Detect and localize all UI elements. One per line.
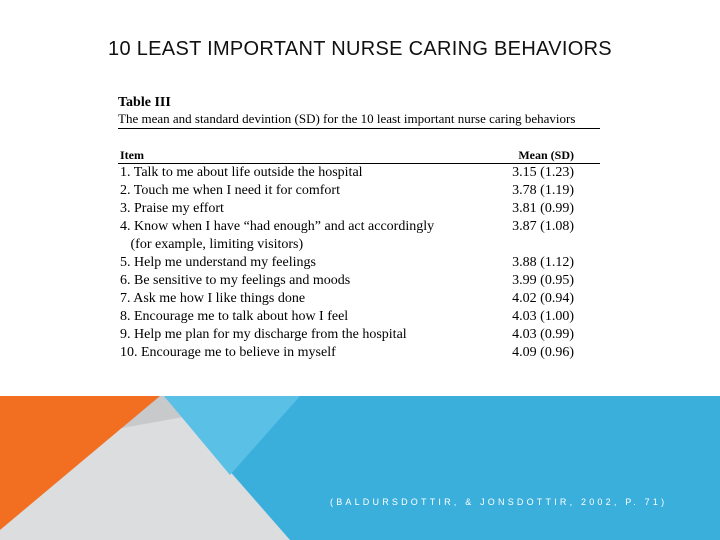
- table-row: [118, 344, 600, 362]
- table-row: [118, 326, 600, 344]
- table-row: [118, 272, 600, 290]
- row-mean: 3.99 (0.95): [512, 273, 574, 288]
- header-mean-sd: Mean (SD): [518, 148, 574, 162]
- row-item: 1. Talk to me about life outside the hospital: [120, 165, 363, 180]
- row-item: 5. Help me understand my feelings: [120, 255, 316, 270]
- row-item: 8. Encourage me to talk about how I feel: [120, 309, 349, 324]
- row-item: 2. Touch me when I need it for comfort: [120, 183, 340, 198]
- table-row: [118, 254, 600, 272]
- row-mean: 3.87 (1.08): [512, 219, 574, 234]
- row-mean: 3.81 (0.99): [512, 201, 574, 216]
- table-row: [118, 182, 600, 200]
- row-mean: 4.09 (0.96): [512, 345, 574, 360]
- row-mean: 3.15 (1.23): [512, 165, 574, 180]
- table-row: [118, 164, 600, 182]
- table-row: [118, 218, 600, 254]
- table-rows: [118, 164, 600, 362]
- table-image: [118, 95, 600, 362]
- table-row: [118, 308, 600, 326]
- row-item: 3. Praise my effort: [120, 201, 224, 216]
- row-mean: 4.03 (0.99): [512, 327, 574, 342]
- slide-title: 10 LEAST IMPORTANT NURSE CARING BEHAVIORS: [108, 38, 612, 60]
- row-mean: 3.78 (1.19): [512, 183, 574, 198]
- row-item: 9. Help me plan for my discharge from the hospital: [120, 327, 407, 342]
- row-mean: 4.02 (0.94): [512, 291, 574, 306]
- table-caption: The mean and standard devintion (SD) for the 10 least important nurse caring behaviors: [118, 111, 600, 129]
- table-row: [118, 290, 600, 308]
- row-item: 7. Ask me how I like things done: [120, 291, 306, 306]
- row-mean: 4.03 (1.00): [512, 309, 574, 324]
- table-row: [118, 200, 600, 218]
- row-item: 4. Know when I have “had enough” and act accordingly (for example, limiting visitors): [120, 219, 435, 252]
- citation: (BALDURSDOTTIR, & JONSDOTTIR, 2002, P. 71): [330, 497, 668, 507]
- header-item: Item: [120, 148, 144, 162]
- row-mean: 3.88 (1.12): [512, 255, 574, 270]
- row-item: 6. Be sensitive to my feelings and moods: [120, 273, 351, 288]
- row-item: 10. Encourage me to believe in myself: [120, 345, 336, 360]
- table-label: Table III: [118, 95, 171, 110]
- table-header: [118, 149, 600, 164]
